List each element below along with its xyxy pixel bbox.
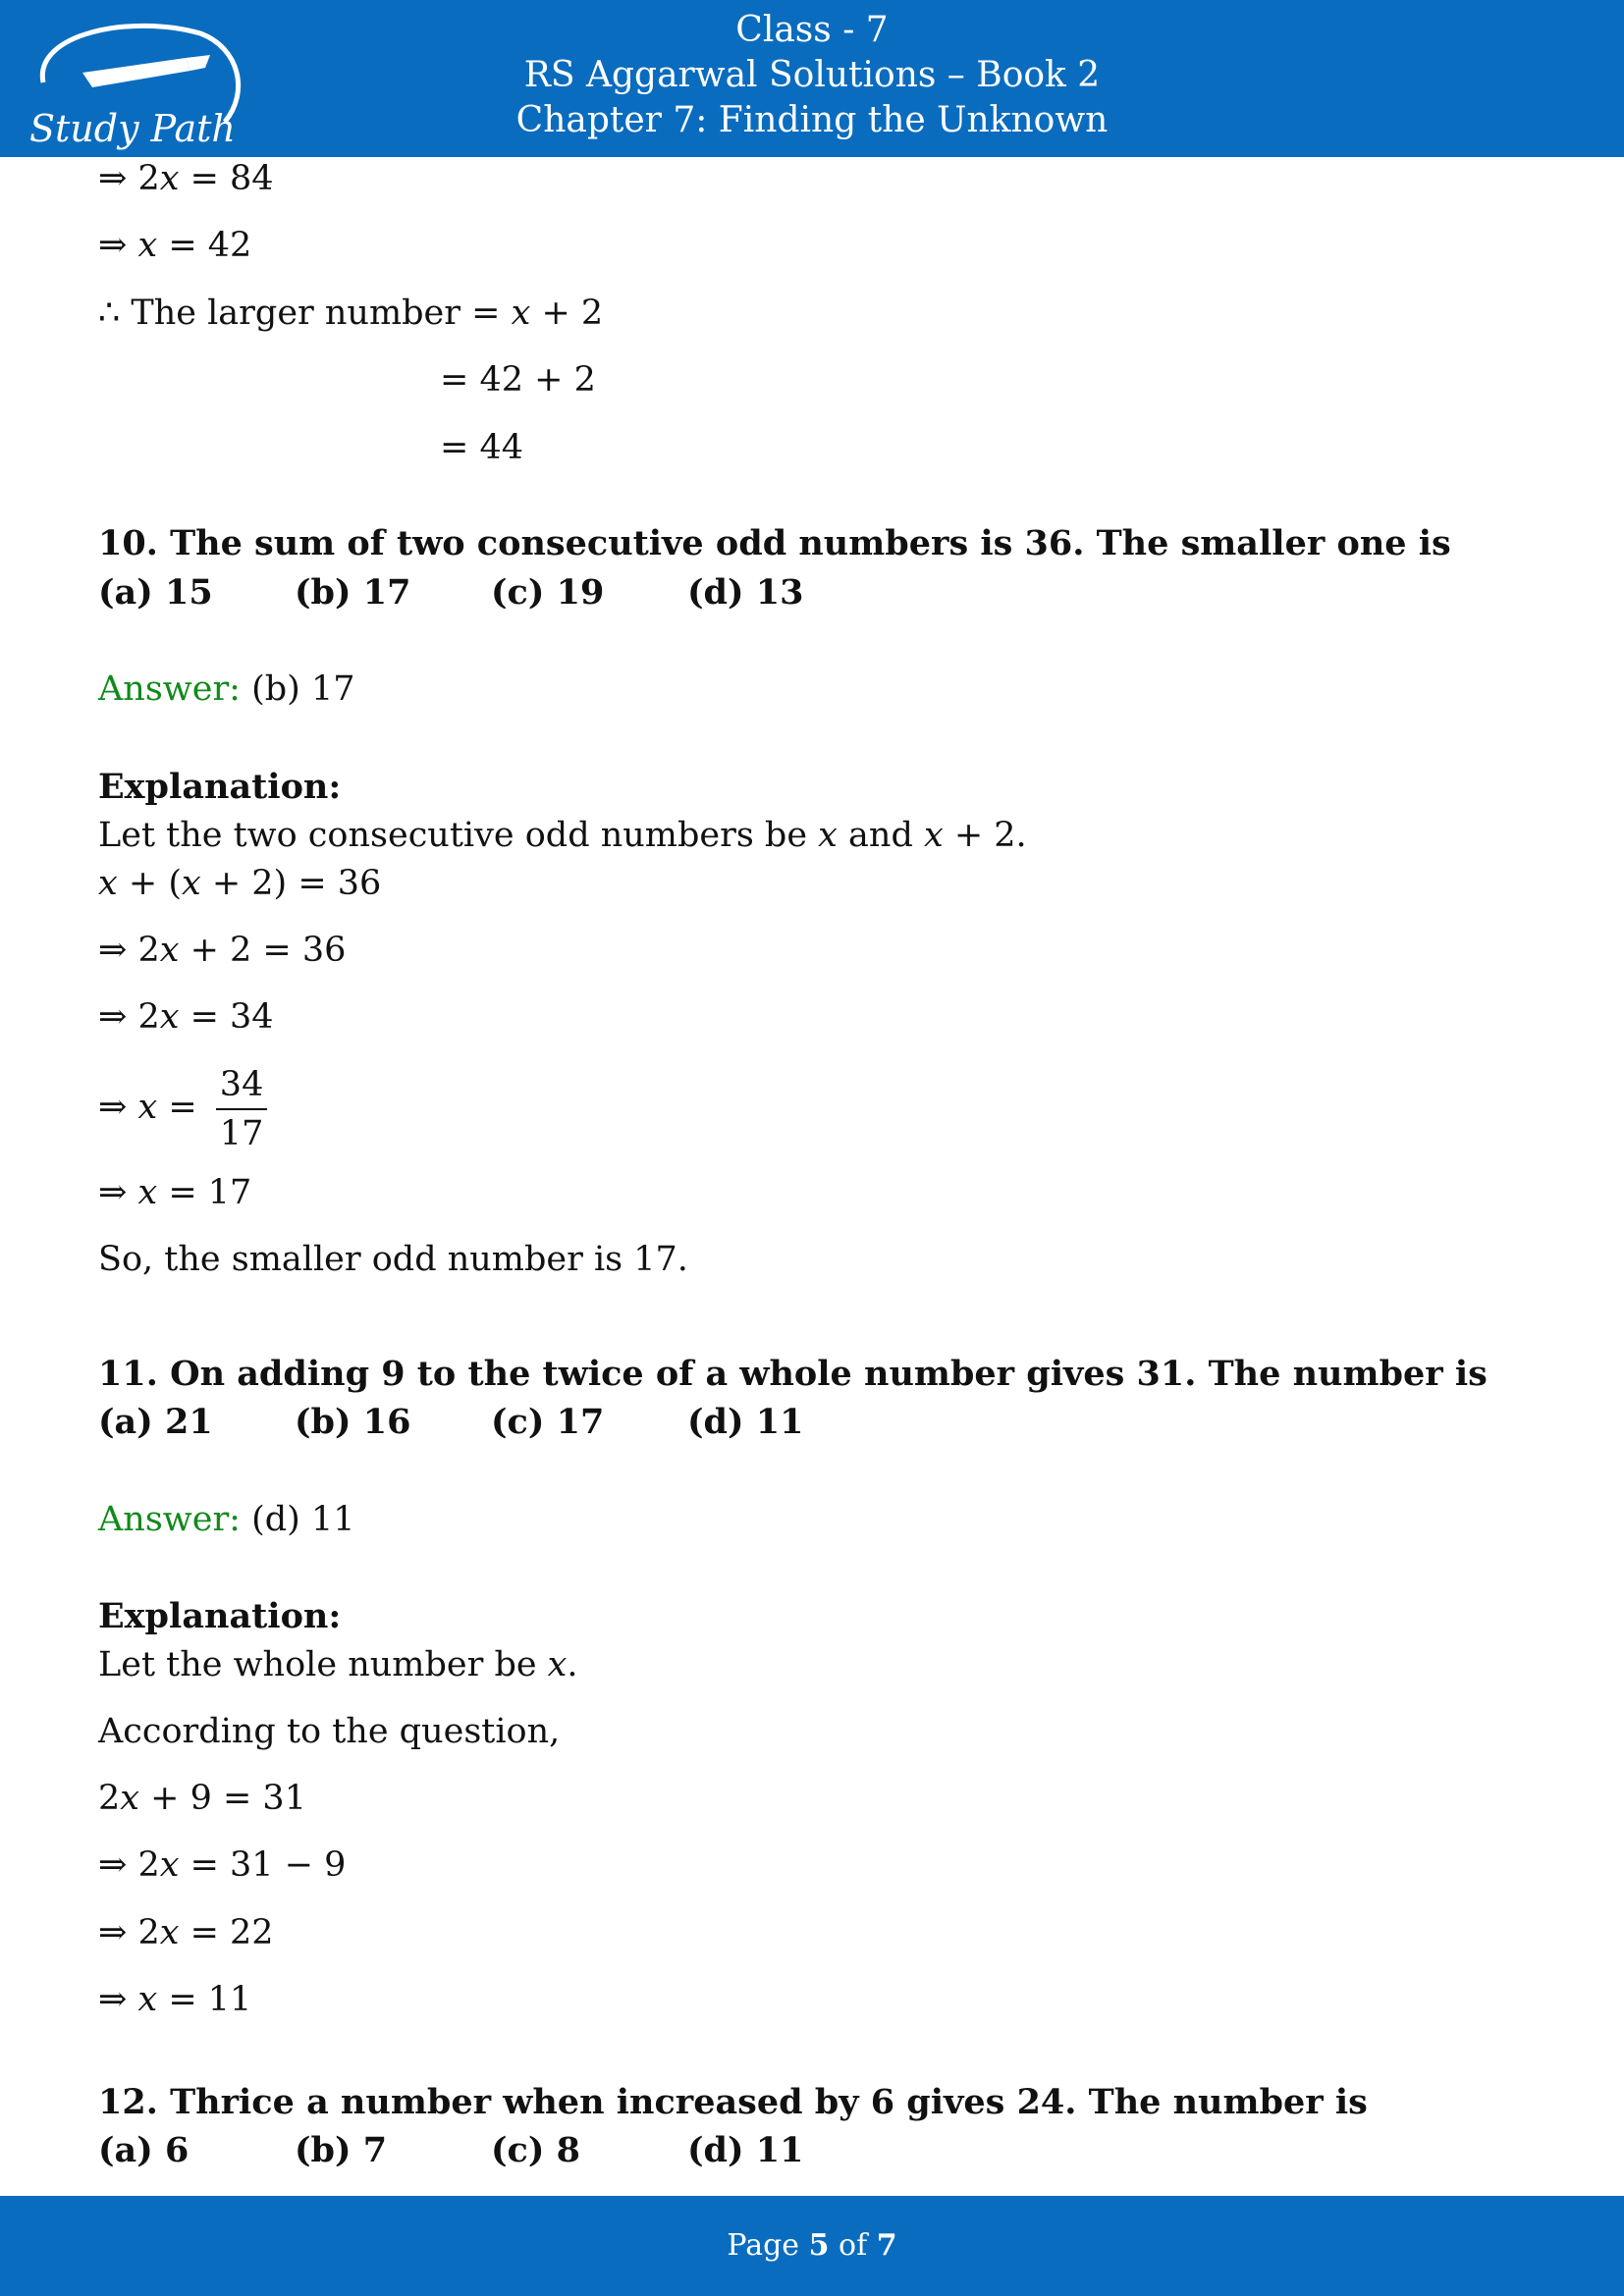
top-line-5: = 44 — [440, 428, 523, 467]
q11-option-d: (d) 11 — [687, 1402, 804, 1442]
q11-option-a: (a) 21 — [98, 1402, 213, 1442]
answer-value: (d) 11 — [251, 1500, 355, 1539]
q10-exp-6: ⇒ 𝑥 = 17 — [98, 1173, 252, 1212]
q10-explanation-label: Explanation: — [98, 767, 342, 807]
question-10: 10. The sum of two consecutive odd numbers is 36. The smaller one is — [98, 523, 1451, 563]
fraction-denominator: 17 — [219, 1113, 264, 1153]
q11-exp-5: ⇒ 2𝑥 = 22 — [98, 1913, 274, 1952]
header-class: Class - 7 — [735, 10, 889, 50]
q10-option-a: (a) 15 — [98, 572, 213, 613]
q11-exp-1: Let the whole number be 𝑥. — [98, 1645, 578, 1684]
footer-of-word: of — [839, 2228, 868, 2263]
page-header — [0, 0, 1624, 157]
q10-options — [98, 571, 884, 614]
q11-options — [98, 1401, 884, 1444]
q11-exp-4: ⇒ 2𝑥 = 31 − 9 — [98, 1845, 347, 1885]
top-line-2: ⇒ 𝑥 = 42 — [98, 226, 252, 265]
fraction-numerator: 34 — [216, 1061, 268, 1110]
svg-text:Study Path: Study Path — [29, 107, 236, 150]
top-line-3: ∴ The larger number = 𝑥 + 2 — [98, 294, 604, 333]
q11-exp-6: ⇒ 𝑥 = 11 — [98, 1980, 252, 2019]
q11-option-b: (b) 16 — [295, 1402, 411, 1442]
q11-exp-3: 2𝑥 + 9 = 31 — [98, 1779, 306, 1818]
footer-page-number: 5 — [808, 2228, 830, 2263]
q10-exp-4: ⇒ 2𝑥 = 34 — [98, 997, 274, 1037]
header-chapter: Chapter 7: Finding the Unknown — [515, 100, 1109, 140]
q11-answer — [98, 1498, 355, 1541]
q12-option-d: (d) 11 — [687, 2130, 804, 2170]
q12-option-c: (c) 8 — [491, 2130, 580, 2170]
q10-option-b: (b) 17 — [295, 572, 411, 613]
q10-exp-5-prefix: ⇒ 𝑥 = — [98, 1088, 197, 1127]
q11-option-c: (c) 17 — [491, 1402, 605, 1442]
answer-value: (b) 17 — [251, 669, 355, 709]
footer-page-total: 7 — [876, 2228, 897, 2263]
q10-exp-2: 𝑥 + (𝑥 + 2) = 36 — [98, 864, 382, 903]
answer-label: Answer: — [98, 1500, 241, 1539]
q11-explanation-label: Explanation: — [98, 1596, 342, 1636]
question-12: 12. Thrice a number when increased by 6 gives 24. The number is — [98, 2082, 1368, 2122]
top-line-4: = 42 + 2 — [440, 360, 596, 400]
q10-exp-1: Let the two consecutive odd numbers be 𝑥 and 𝑥 + 2. — [98, 816, 1027, 855]
footer-page-word: Page — [727, 2228, 800, 2263]
header-book: RS Aggarwal Solutions – Book 2 — [523, 55, 1101, 95]
q10-option-d: (d) 13 — [687, 572, 804, 613]
q10-exp-5 — [98, 1058, 267, 1157]
q10-exp-3: ⇒ 2𝑥 + 2 = 36 — [98, 931, 347, 970]
q12-option-b: (b) 7 — [295, 2130, 388, 2170]
q12-options — [98, 2129, 884, 2172]
q11-exp-2: According to the question, — [98, 1712, 561, 1751]
q12-option-a: (a) 6 — [98, 2130, 189, 2170]
q10-exp-7: So, the smaller odd number is 17. — [98, 1240, 688, 1279]
top-line-1: ⇒ 2𝑥 = 84 — [98, 159, 274, 198]
page-footer — [0, 2196, 1624, 2296]
q10-answer — [98, 667, 355, 711]
fraction — [216, 1061, 268, 1157]
q10-option-c: (c) 19 — [491, 572, 605, 613]
answer-label: Answer: — [98, 669, 241, 709]
question-11: 11. On adding 9 to the twice of a whole number gives 31. The number is — [98, 1354, 1488, 1394]
